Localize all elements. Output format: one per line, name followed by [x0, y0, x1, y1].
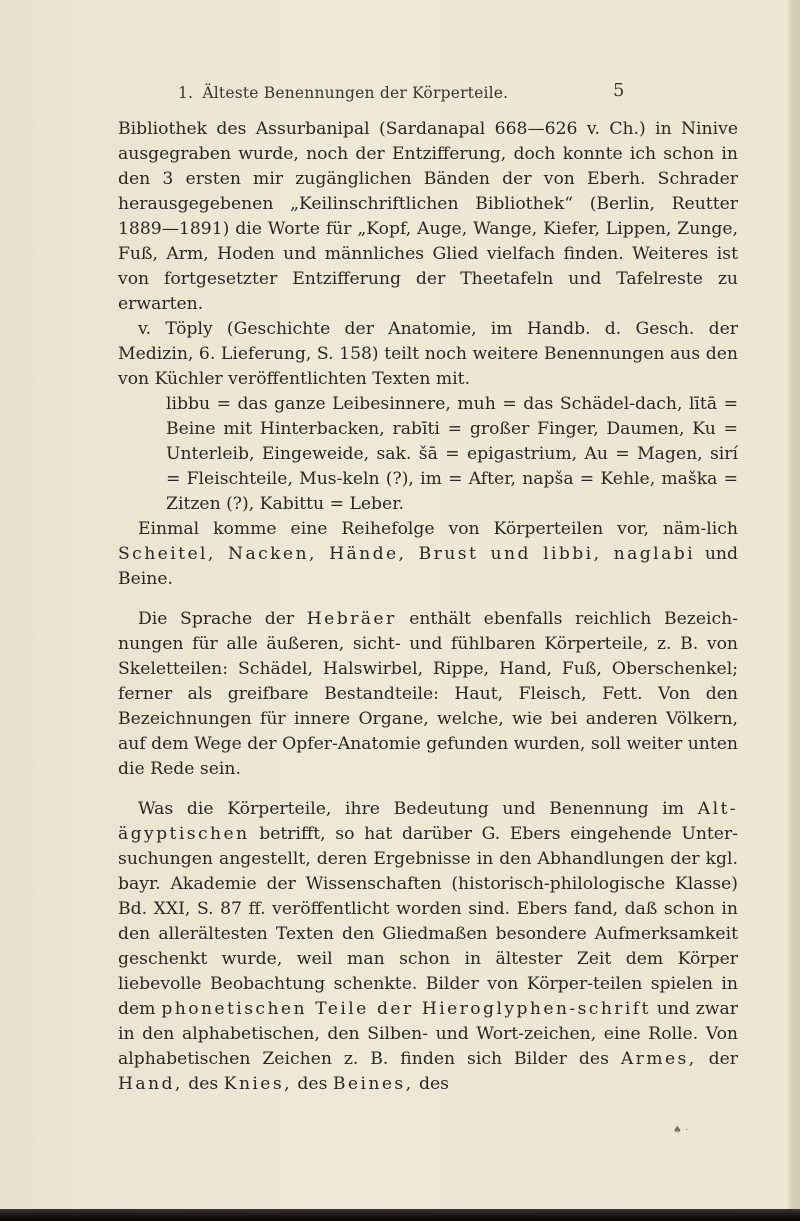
p6-spaced6: Beines, [332, 1074, 414, 1094]
paragraph-glossary: libbu = das ganze Leibesinnere, muh = das Schädel-dach, lītā = Beine mit Hinterbacken, rabīti = großer Finger, Daumen, Ku = Unterleib, Eingeweide, sak. šā = epigastrium, Au = Magen, sirí = Fleischteile, Mus-keln (?), im = After, napša = Kehle, maška = Zitzen (?), Kabittu = Leber. [166, 394, 738, 514]
page-number: 5 [613, 80, 625, 101]
p6-mid4: des [182, 1074, 224, 1094]
paragraph-5 [118, 607, 738, 782]
p5-pre: Die Sprache der [138, 609, 307, 629]
p6-mid5: des [291, 1074, 333, 1094]
body-text [118, 117, 738, 1097]
p6-post: des [413, 1074, 449, 1094]
paragraph-2: v. Töply (Geschichte der Anatomie, im Handb. d. Gesch. der Medizin, 6. Lieferung, S. 158) teilt noch weitere Benennungen aus den von Küchler veröffentlichten Texten mit. [118, 319, 738, 389]
page-bottom-edge [0, 1209, 800, 1221]
p6-spaced3: Armes, [620, 1049, 697, 1069]
p5-spaced: Hebräer [306, 609, 397, 629]
p4-pre: Einmal komme eine Reihefolge von Körperteilen vor, näm-lich [138, 519, 738, 539]
p6-mid2: und zwar in den alphabetischen, den Silben- und Wort-zeichen, eine Rolle. Von alphabetischen Zeichen z. B. finden sich Bilder des [118, 999, 738, 1069]
chapter-number: 1. [178, 84, 194, 102]
paragraph-1: Bibliothek des Assurbanipal (Sardanapal 668—626 v. Ch.) in Ninive ausgegraben wurde, noch der Entzifferung, doch konnte ich schon in den 3 ersten mir zugänglichen Bänden der von Eberh. Schrader herausgegebenen „Keilinschriftlichen Bibliothek“ (Berlin, Reutter 1889—1891) die Worte für „Kopf, Auge, Wange, Kiefer, Lippen, Zunge, Fuß, Arm, Hoden und männliches Glied vielfach finden. Weiteres ist von fortgesetzter Entzifferung der Theetafeln und Tafelreste zu erwarten. [118, 119, 738, 314]
p6-pre: Was die Körperteile, ihre Bedeutung und Benennung im [138, 799, 698, 819]
p6-spaced2: phonetischen Teile der Hieroglyphen-schrift [161, 999, 651, 1019]
stray-ink-mark: ♠ · [673, 1125, 689, 1136]
p6-spaced5: Knies, [223, 1074, 292, 1094]
p6-mid: betrifft, so hat darüber G. Ebers eingehende Unter-suchungen angestellt, deren Ergebnisse in den Abhandlungen der kgl. bayr. Akademie der Wissenschaften (historisch-philologische Klasse) Bd. XXI, S. 87 ff. veröffentlicht worden sind. Ebers fand, daß schon in den allerältesten Texten den Gliedmaßen besondere Aufmerksamkeit geschenkt wurde, weil man schon in ältester Zeit dem Körper liebevolle Beobachtung schenkte. Bilder von Körper-teilen spielen in dem [118, 824, 738, 1019]
p6-spaced: Alt-ägyptischen [118, 799, 738, 844]
p4-post: und Beine. [118, 544, 738, 589]
p6-spaced4: Hand, [118, 1074, 183, 1094]
page-right-edge [788, 0, 800, 1221]
p4-spaced: Scheitel, Nacken, Hände, Brust und libbi, naglabi [118, 544, 696, 564]
paragraph-4 [118, 517, 738, 592]
running-title: Älteste Benennungen der Körperteile. [202, 84, 509, 102]
running-header [178, 84, 598, 102]
p5-post: enthält ebenfalls reichlich Bezeich-nungen für alle äußeren, sicht- und fühlbaren Körperteile, z. B. von Skeletteilen: Schädel, Halswirbel, Rippe, Hand, Fuß, Oberschenkel; ferner als greifbare Bestandteile: Haut, Fleisch, Fett. Von den Bezeichnungen für innere Organe, welche, wie bei anderen Völkern, auf dem Wege der Opfer-Anatomie gefunden wurden, soll weiter unten die Rede sein. [118, 609, 739, 779]
p6-mid3: der [696, 1049, 738, 1069]
paragraph-6 [118, 797, 738, 1097]
